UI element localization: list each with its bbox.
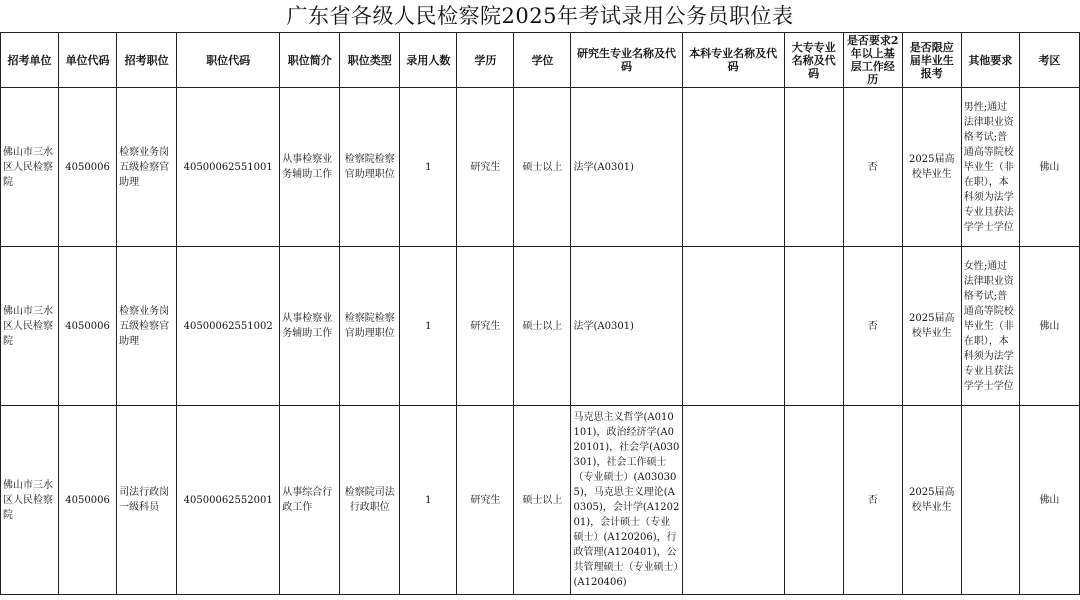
degree-cell: 硕士以上 [514,406,571,595]
page-title: 广东省各级人民检察院2025年考试录用公务员职位表 [286,4,794,28]
degree-cell: 硕士以上 [514,247,571,406]
header-cell: 录用人数 [400,33,457,88]
position-code-cell: 40500062551002 [177,247,280,406]
area-cell: 佛山 [1019,406,1079,595]
other-requirements-cell: 男性;通过法律职业资格考试;普通高等院校毕业生（非在职），本科须为法学专业且获法学学士学位 [961,88,1019,247]
unit-cell: 佛山市三水区人民检察院 [1,247,59,406]
header-cell: 招考单位 [1,33,59,88]
header-cell: 研究生专业名称及代码 [571,33,682,88]
header-cell: 职位简介 [280,33,340,88]
header-cell: 学历 [457,33,514,88]
position-cell: 检察业务岗五级检察官助理 [117,88,177,247]
education-cell: 研究生 [457,406,514,595]
intro-cell: 从事检察业务辅助工作 [280,88,340,247]
grad-major-cell: 法学(A0301) [571,247,682,406]
unit-cell: 佛山市三水区人民检察院 [1,88,59,247]
header-cell: 职位类型 [340,33,400,88]
fresh-grad-cell: 2025届高校毕业生 [902,88,961,247]
college-major-cell [784,406,843,595]
table-row [1,88,1080,247]
grassroots-cell: 否 [843,406,902,595]
intro-cell: 从事综合行政工作 [280,406,340,595]
area-cell: 佛山 [1019,88,1079,247]
position-code-cell: 40500062552001 [177,406,280,595]
header-cell: 考区 [1019,33,1079,88]
header-cell: 其他要求 [961,33,1019,88]
count-cell: 1 [400,406,457,595]
grad-major-cell: 法学(A0301) [571,88,682,247]
undergrad-major-cell [682,88,784,247]
header-cell: 本科专业名称及代码 [682,33,784,88]
area-cell: 佛山 [1019,247,1079,406]
header-cell: 单位代码 [59,33,117,88]
table-row [1,247,1080,406]
college-major-cell [784,247,843,406]
other-requirements-cell [961,406,1019,595]
header-cell: 是否限应届毕业生报考 [902,33,961,88]
unit-code-cell: 4050006 [59,247,117,406]
education-cell: 研究生 [457,247,514,406]
header-cell: 大专专业名称及代码 [784,33,843,88]
unit-code-cell: 4050006 [59,88,117,247]
unit-cell: 佛山市三水区人民检察院 [1,406,59,595]
intro-cell: 从事检察业务辅助工作 [280,247,340,406]
degree-cell: 硕士以上 [514,88,571,247]
college-major-cell [784,88,843,247]
fresh-grad-cell: 2025届高校毕业生 [902,247,961,406]
table-row [1,406,1080,595]
grassroots-cell: 否 [843,88,902,247]
header-cell: 招考职位 [117,33,177,88]
count-cell: 1 [400,247,457,406]
other-requirements-cell: 女性;通过法律职业资格考试;普通高等院校毕业生（非在职），本科须为法学专业且获法学学士学位 [961,247,1019,406]
position-code-cell: 40500062551001 [177,88,280,247]
type-cell: 检察院司法行政职位 [340,406,400,595]
header-cell: 是否要求2年以上基层工作经历 [843,33,902,88]
fresh-grad-cell: 2025届高校毕业生 [902,406,961,595]
position-cell: 检察业务岗五级检察官助理 [117,247,177,406]
undergrad-major-cell [682,406,784,595]
undergrad-major-cell [682,247,784,406]
count-cell: 1 [400,88,457,247]
header-cell: 职位代码 [177,33,280,88]
type-cell: 检察院检察官助理职位 [340,88,400,247]
unit-code-cell: 4050006 [59,406,117,595]
position-cell: 司法行政岗一级科员 [117,406,177,595]
grassroots-cell: 否 [843,247,902,406]
header-row [1,33,1080,88]
education-cell: 研究生 [457,88,514,247]
type-cell: 检察院检察官助理职位 [340,247,400,406]
grad-major-cell: 马克思主义哲学(A010101)，政治经济学(A020101)，社会学(A030301)，社会工作硕士（专业硕士）(A030305)，马克思主义理论(A0305)，会计学(A120201)，会计硕士（专业硕士）(A120206)，行政管理(A120401)，公共管理硕士（专业硕士）(A120406) [571,406,682,595]
header-cell: 学位 [514,33,571,88]
positions-table [0,32,1080,595]
